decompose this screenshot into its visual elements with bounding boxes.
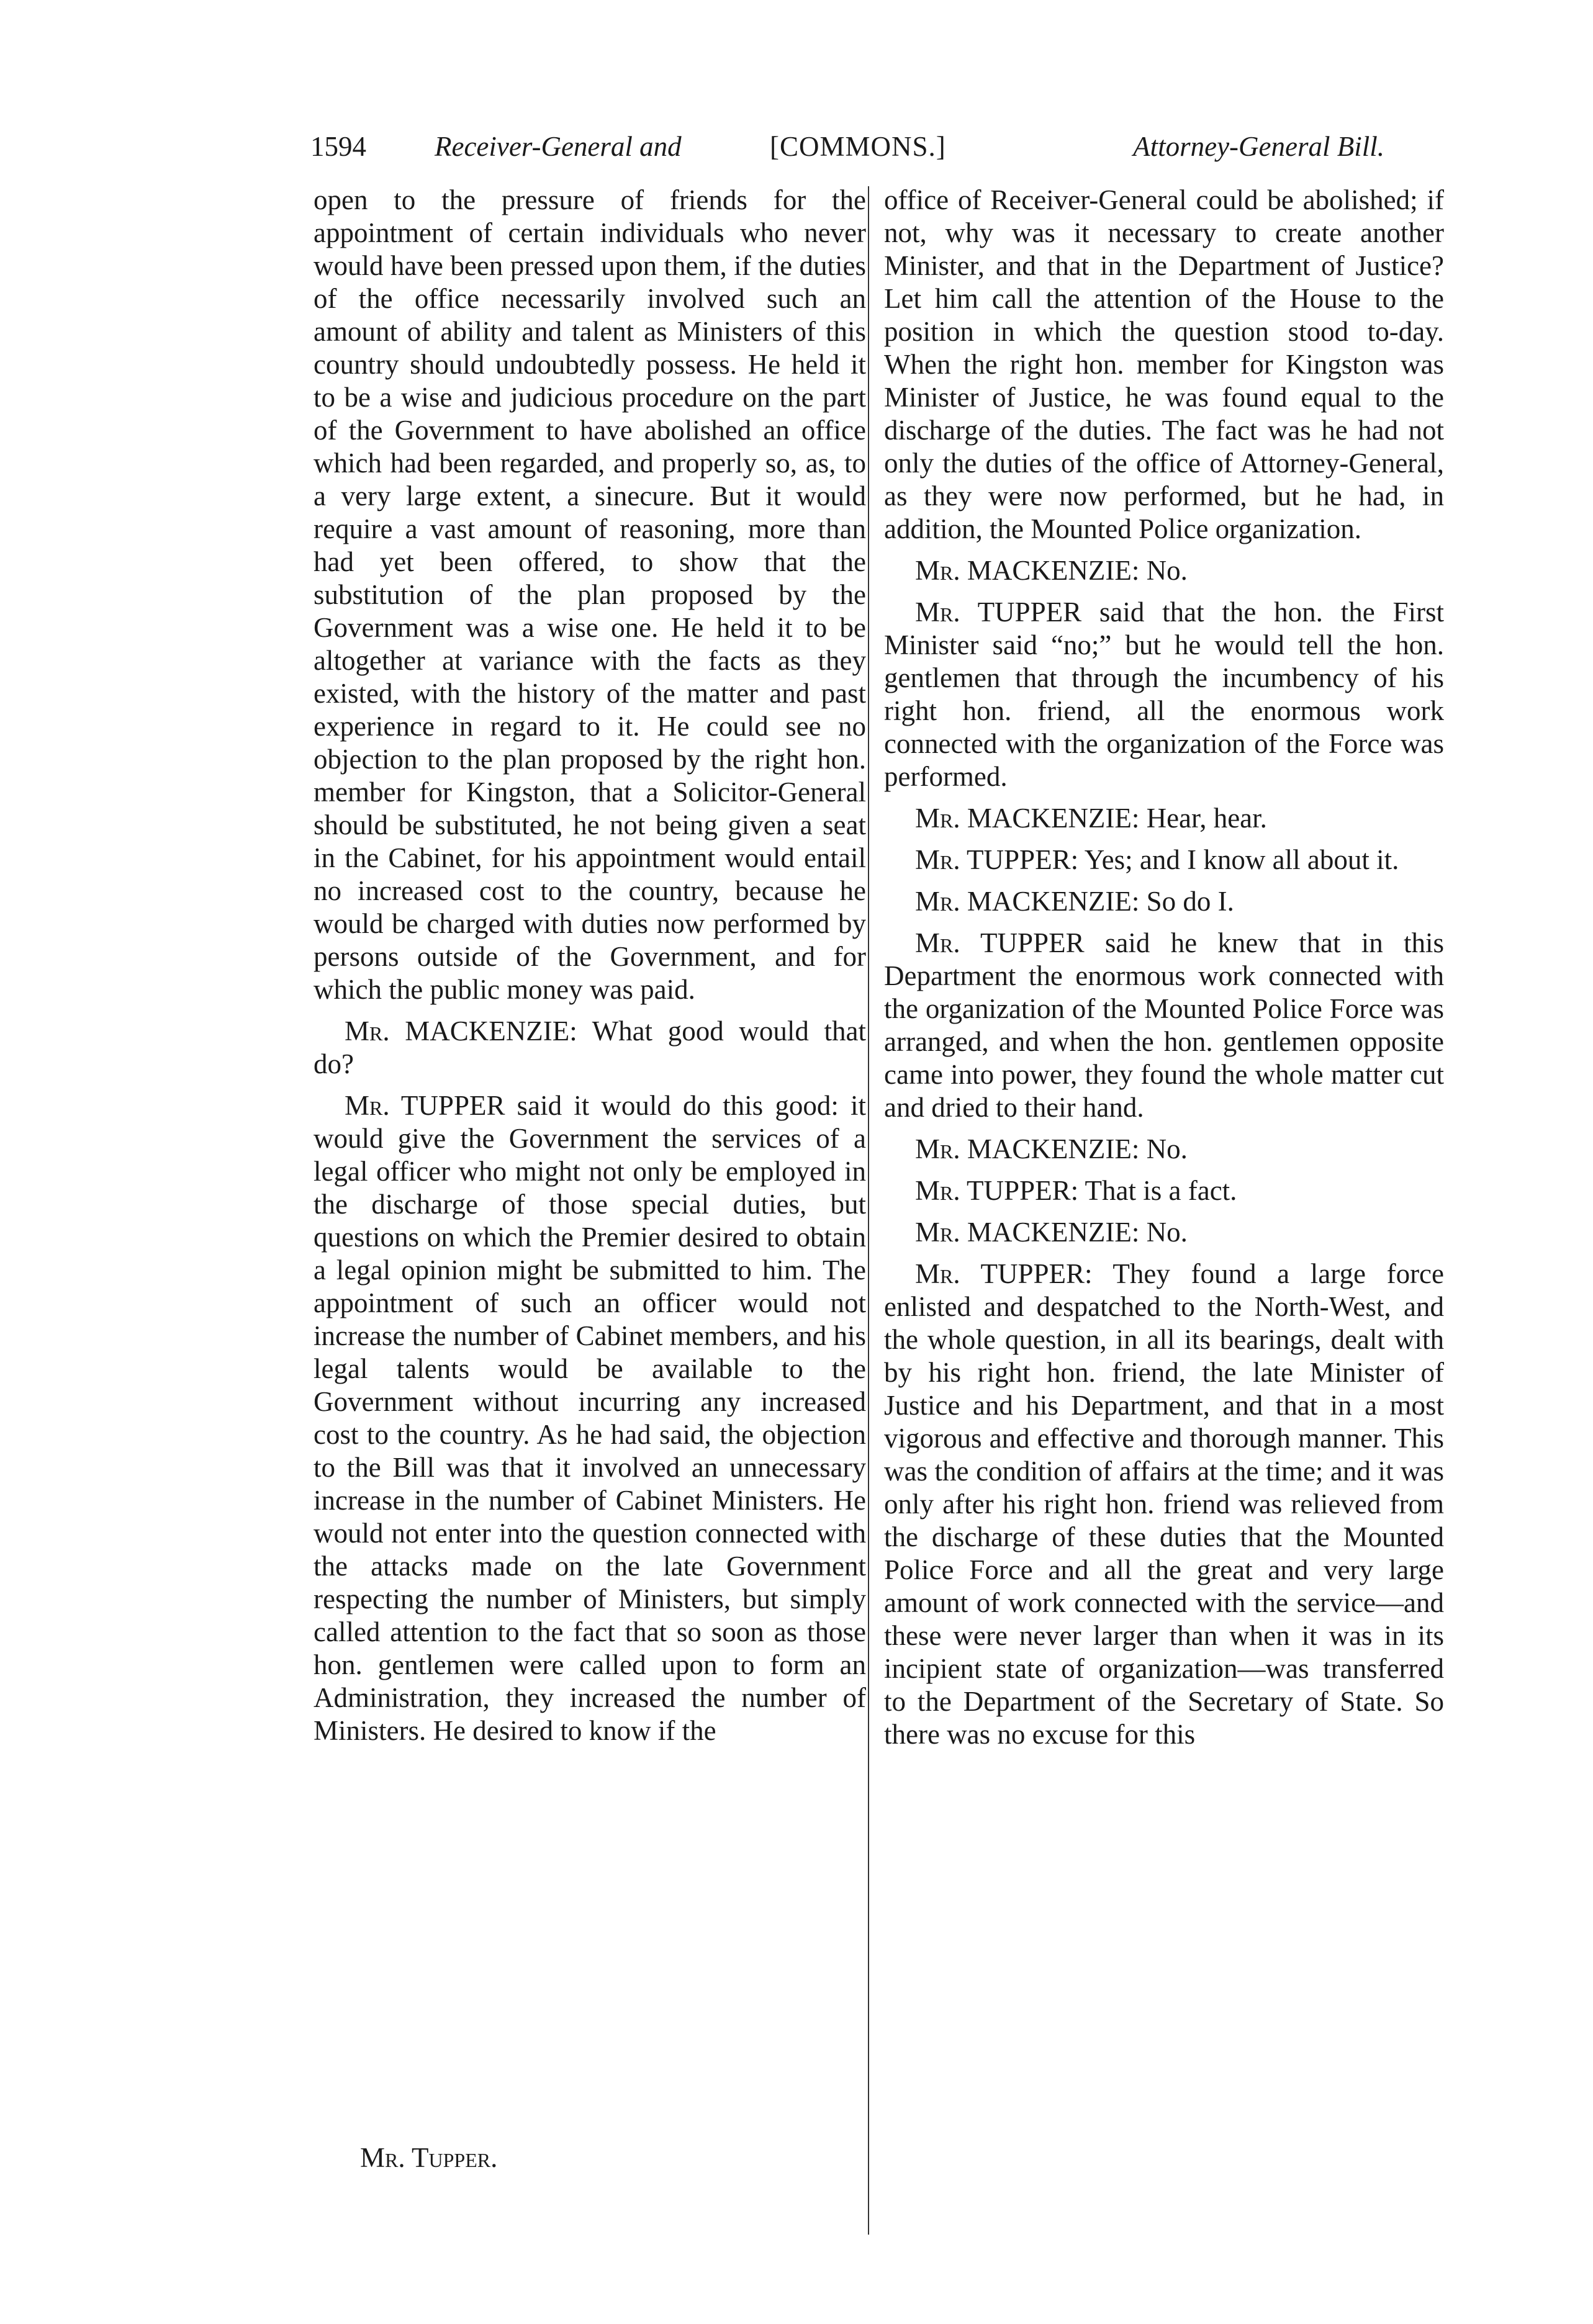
paragraph-text: Yes; and I know all about it. [1084,844,1399,875]
paragraph-text: That is a fact. [1085,1175,1237,1206]
paragraph [884,596,1444,793]
paragraph-text: So do I. [1146,886,1234,917]
running-header [310,122,1384,171]
speaker-name: Mr. TUPPER: [915,1258,1093,1289]
header-right-title: Attorney-General Bill. [1133,131,1384,162]
paragraph [314,184,866,1006]
paragraph-text: said that the hon. the First Minister said “no;” but he would tell the hon. gentlemen that through the incumbency of his right hon. friend, all the enormous work connected with the organization of the Force was performed. [884,597,1444,792]
paragraph [884,1258,1444,1751]
speaker-name: Mr. TUPPER [345,1090,505,1121]
speaker-name: Mr. MACKENZIE: [915,1133,1140,1164]
paragraph [884,885,1444,918]
paragraph-text: What good would that do? [314,1016,867,1079]
paragraph [884,802,1444,835]
paragraph [884,184,1444,546]
paragraph [884,554,1444,587]
speaker-name: Mr. TUPPER [915,927,1085,958]
paragraph [884,927,1444,1124]
paragraph-text: said he knew that in this Department the enormous work connected with the organization of the Mounted Police Force was arranged, and when the hon. gentlemen opposite came into power, they found the whole matter cut and dried to their hand. [884,927,1445,1123]
column-divider [868,186,869,2235]
paragraph-text: said it would do this good: it would give the Government the services of a legal officer who might not only be employed in the discharge of those special duties, but questions on which the Premier desired to obtain a legal opinion might be submitted to him. The appointment of such an officer would not increase the number of Cabinet members, and his legal talents would be available to the Government without incurring any increased cost to the country. As he had said, the objection to the Bill was that it involved an unnecessary increase in the number of Cabinet Ministers. He would not enter into the question connected with the attacks made on the late Government respecting the number of Ministers, but simply called attention to the fact that so soon as those hon. gentlemen were called upon to form an Administration, they increased the number of Ministers. He desired to know if the [314,1090,866,1746]
right-column [884,184,1444,1760]
speaker-name: Mr. TUPPER: [915,844,1079,875]
paragraph [884,1174,1444,1207]
catchword: Mr. Tupper. [360,2142,498,2173]
paragraph [314,1015,866,1081]
speaker-name: Mr. TUPPER [915,597,1082,628]
paragraph-text: No. [1146,555,1188,586]
header-left-title: Receiver-General and [435,131,682,162]
paragraph-text: They found a large force enlisted and despatched to the North-West, and the whole question, in all its bearings, dealt with by his right hon. friend, the late Minister of Justice and his Department, and that in a most vigorous and effective and thorough manner. This was the condition of affairs at the time; and it was only after his right hon. friend was relieved from the discharge of these duties that the Mounted Police Force and all the great and very large amount of work connected with the service—and these were never larger than when it was in its incipient state of organization—was transferred to the Department of the Secretary of State. So there was no excuse for this [884,1258,1444,1750]
paragraph-text: No. [1146,1217,1188,1248]
speaker-name: Mr. MACKENZIE: [915,803,1140,834]
speaker-name: Mr. MACKENZIE: [915,1217,1140,1248]
paragraph [884,844,1444,876]
paragraph [314,1089,866,1747]
speaker-name: Mr. MACKENZIE: [345,1016,577,1047]
paragraph-text: open to the pressure of friends for the appointment of certain individuals who never would have been pressed upon them, if the duties of the office necessarily involved such an amount of ability and talent as Ministers of this country should undoubtedly possess. He held it to be a wise and judicious procedure on the part of the Government to have abolished an office which had been regarded, and properly so, as, to a very large extent, a sinecure. But it would require a vast amount of reasoning, more than had yet been offered, to show that the substitution of the plan proposed by the Government was a wise one. He held it to be altogether at variance with the facts as they existed, with the history of the matter and past experience in regard to it. He could see no objection to the plan proposed by the right hon. member for Kingston, that a Solicitor-General should be substituted, he not being given a seat in the Cabinet, for his appointment would entail no increased cost to the country, because he would be charged with duties now performed by persons outside of the Government, and for which the public money was paid. [314,184,866,1005]
paragraph-text: No. [1146,1133,1188,1164]
left-column [314,184,866,1756]
paragraph [884,1216,1444,1249]
speaker-name: Mr. TUPPER: [915,1175,1079,1206]
speaker-name: Mr. MACKENZIE: [915,886,1140,917]
header-center-title: [COMMONS.] [770,131,946,162]
paragraph [884,1133,1444,1166]
page-number: 1594 [310,131,366,162]
paragraph-text: Hear, hear. [1146,803,1267,834]
paragraph-text: office of Receiver-General could be abolished; if not, why was it necessary to create another Minister, and that in the Department of Justice? Let him call the attention of the House to the position in which the question stood to-day. When the right hon. member for Kingston was Minister of Justice, he was found equal to the discharge of the duties. The fact was he had not only the duties of the office of Attorney-General, as they were now performed, but he had, in addition, the Mounted Police organization. [884,184,1444,544]
speaker-name: Mr. MACKENZIE: [915,555,1140,586]
